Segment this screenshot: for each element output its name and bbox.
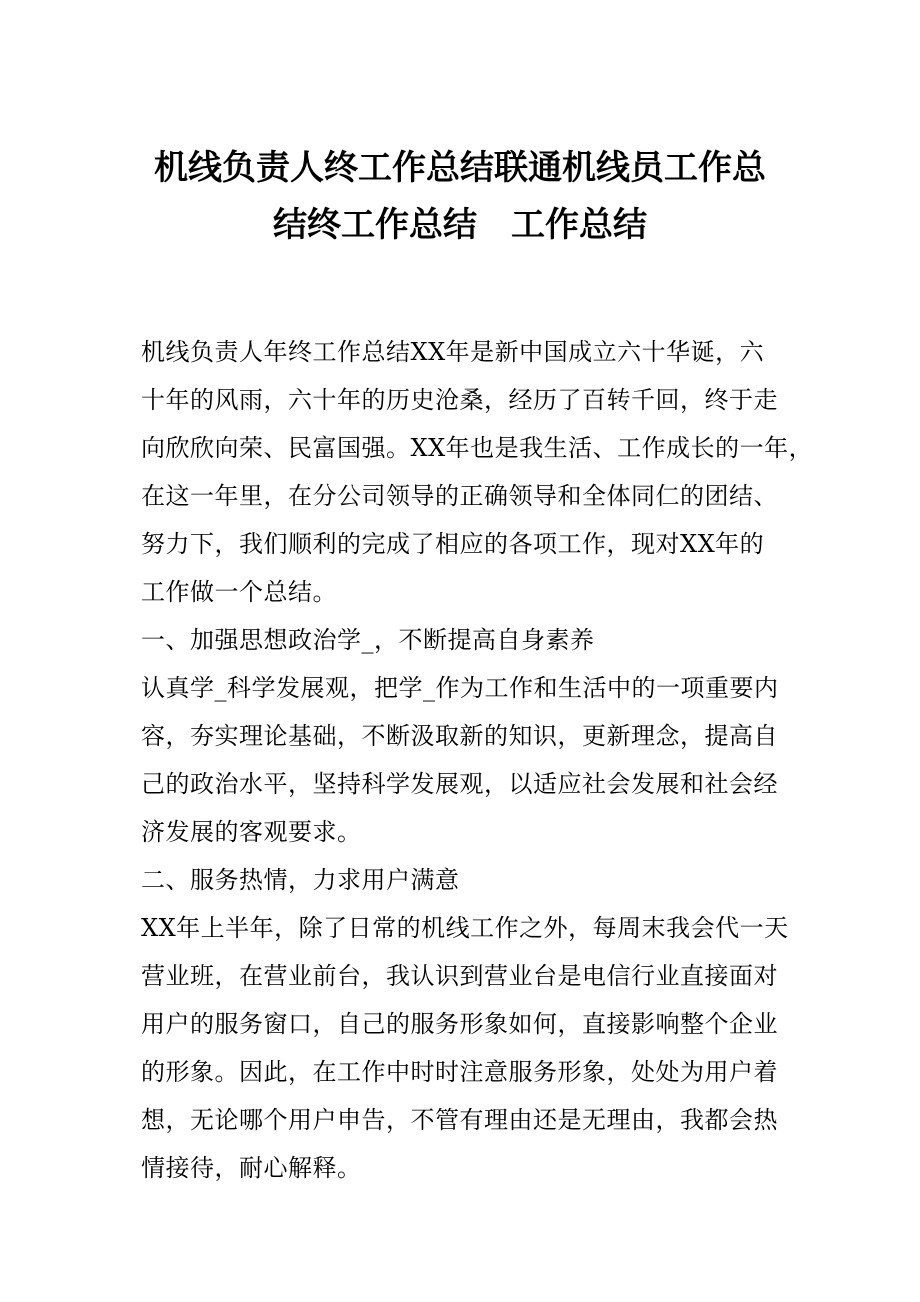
paragraph-line: 情接待，耐心解释。 (141, 1154, 362, 1182)
paragraph-line: 想，无论哪个用户申告，不管有理由还是无理由，我都会热 (141, 1106, 778, 1134)
paragraph-line: 向欣欣向荣、民富国强。XX年也是我生活、工作成长的一年， (141, 434, 814, 462)
paragraph-line: 营业班，在营业前台，我认识到营业台是电信行业直接面对 (141, 962, 778, 990)
document-title-line-1: 机线负责人终工作总结联通机线员工作总 (154, 148, 766, 188)
document-title-line-2: 结终工作总结 工作总结 (273, 205, 647, 245)
paragraph-line: 用户的服务窗口，自己的服务形象如何，直接影响整个企业 (141, 1010, 778, 1038)
paragraph-line: 在这一年里，在分公司领导的正确领导和全体同仁的团结、 (141, 482, 778, 510)
paragraph-line: 济发展的客观要求。 (141, 818, 362, 846)
paragraph-line: XX年上半年，除了日常的机线工作之外，每周末我会代一天 (141, 914, 789, 942)
paragraph-line: 认真学_科学发展观，把学_作为工作和生活中的一项重要内 (141, 674, 779, 702)
paragraph-line: 机线负责人年终工作总结XX年是新中国成立六十华诞，六 (141, 338, 765, 366)
paragraph-line: 容，夯实理论基础，不断汲取新的知识，更新理念，提高自 (141, 722, 778, 750)
paragraph-line: 十年的风雨，六十年的历史沧桑，经历了百转千回，终于走 (141, 386, 778, 414)
paragraph-line: 工作做一个总结。 (141, 578, 337, 606)
section-heading-1: 一、加强思想政治学_，不断提高自身素养 (141, 626, 595, 654)
paragraph-line: 努力下，我们顺利的完成了相应的各项工作，现对XX年的 (141, 530, 765, 558)
paragraph-line: 的形象。因此，在工作中时时注意服务形象，处处为用户着 (141, 1058, 778, 1086)
section-heading-2: 二、服务热情，力求用户满意 (141, 866, 460, 894)
paragraph-line: 己的政治水平，坚持科学发展观，以适应社会发展和社会经 (141, 770, 778, 798)
